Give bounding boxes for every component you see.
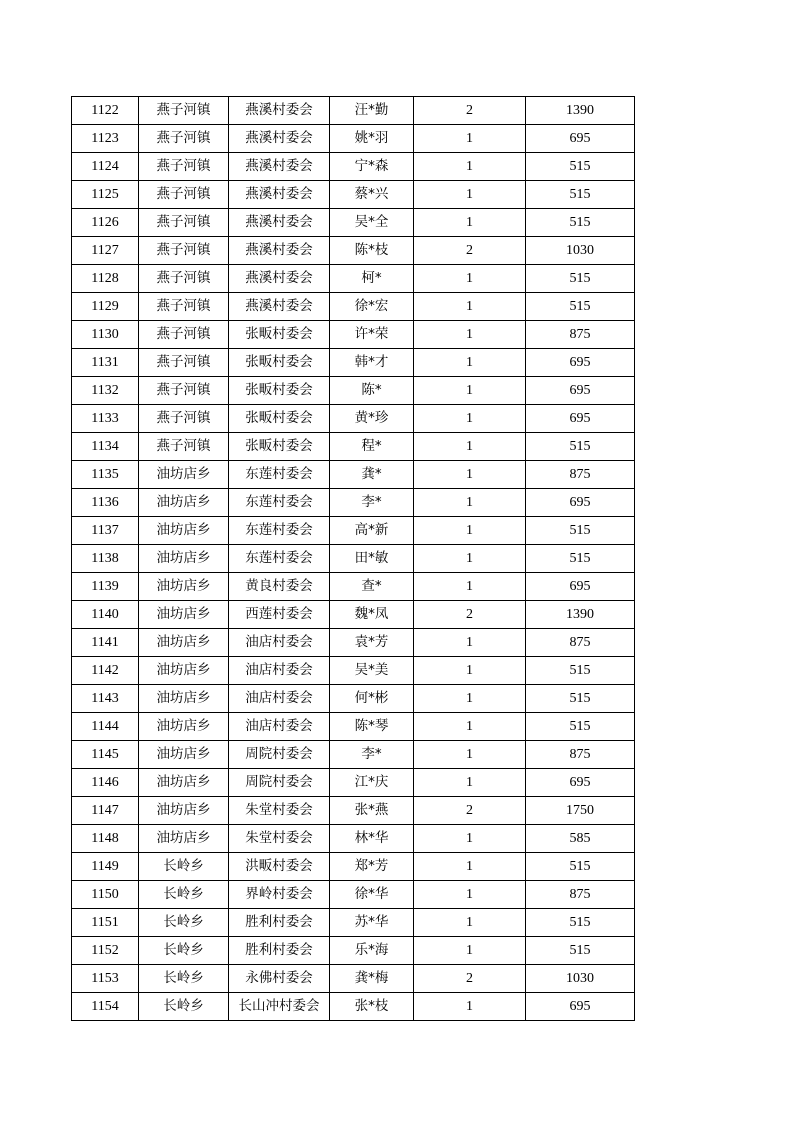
people-count-cell: 1 — [414, 321, 526, 349]
people-count-cell: 1 — [414, 685, 526, 713]
village-committee-cell: 燕溪村委会 — [229, 153, 330, 181]
village-committee-cell: 燕溪村委会 — [229, 209, 330, 237]
person-name-cell: 姚*羽 — [330, 125, 414, 153]
person-name-cell: 查* — [330, 573, 414, 601]
amount-cell: 695 — [526, 377, 635, 405]
person-name-cell: 程* — [330, 433, 414, 461]
township-cell: 燕子河镇 — [139, 377, 229, 405]
table-row — [72, 741, 635, 769]
serial-number-cell: 1128 — [72, 265, 139, 293]
amount-cell: 515 — [526, 209, 635, 237]
table-row — [72, 293, 635, 321]
table-row — [72, 349, 635, 377]
table-row — [72, 489, 635, 517]
people-count-cell: 1 — [414, 909, 526, 937]
table-row — [72, 125, 635, 153]
person-name-cell: 陈*琴 — [330, 713, 414, 741]
person-name-cell: 徐*华 — [330, 881, 414, 909]
amount-cell: 515 — [526, 545, 635, 573]
township-cell: 燕子河镇 — [139, 321, 229, 349]
table-row — [72, 881, 635, 909]
table-row — [72, 629, 635, 657]
township-cell: 油坊店乡 — [139, 713, 229, 741]
serial-number-cell: 1135 — [72, 461, 139, 489]
table-row — [72, 321, 635, 349]
amount-cell: 515 — [526, 181, 635, 209]
serial-number-cell: 1147 — [72, 797, 139, 825]
people-count-cell: 1 — [414, 489, 526, 517]
person-name-cell: 林*华 — [330, 825, 414, 853]
serial-number-cell: 1129 — [72, 293, 139, 321]
table-row — [72, 181, 635, 209]
table-row — [72, 657, 635, 685]
village-committee-cell: 东莲村委会 — [229, 461, 330, 489]
people-count-cell: 2 — [414, 601, 526, 629]
village-committee-cell: 界岭村委会 — [229, 881, 330, 909]
village-committee-cell: 朱堂村委会 — [229, 797, 330, 825]
people-count-cell: 1 — [414, 209, 526, 237]
table-row — [72, 853, 635, 881]
person-name-cell: 龚*梅 — [330, 965, 414, 993]
serial-number-cell: 1145 — [72, 741, 139, 769]
people-count-cell: 1 — [414, 741, 526, 769]
table-row — [72, 797, 635, 825]
village-committee-cell: 燕溪村委会 — [229, 293, 330, 321]
serial-number-cell: 1134 — [72, 433, 139, 461]
serial-number-cell: 1126 — [72, 209, 139, 237]
amount-cell: 695 — [526, 573, 635, 601]
amount-cell: 695 — [526, 489, 635, 517]
person-name-cell: 张*枝 — [330, 993, 414, 1021]
amount-cell: 1750 — [526, 797, 635, 825]
table-row — [72, 545, 635, 573]
township-cell: 长岭乡 — [139, 993, 229, 1021]
serial-number-cell: 1132 — [72, 377, 139, 405]
township-cell: 燕子河镇 — [139, 237, 229, 265]
serial-number-cell: 1139 — [72, 573, 139, 601]
village-committee-cell: 朱堂村委会 — [229, 825, 330, 853]
amount-cell: 875 — [526, 741, 635, 769]
table-row — [72, 433, 635, 461]
serial-number-cell: 1149 — [72, 853, 139, 881]
township-cell: 油坊店乡 — [139, 601, 229, 629]
person-name-cell: 汪*勤 — [330, 97, 414, 125]
person-name-cell: 韩*才 — [330, 349, 414, 377]
township-cell: 油坊店乡 — [139, 461, 229, 489]
township-cell: 燕子河镇 — [139, 97, 229, 125]
serial-number-cell: 1153 — [72, 965, 139, 993]
village-committee-cell: 东莲村委会 — [229, 517, 330, 545]
amount-cell: 875 — [526, 461, 635, 489]
people-count-cell: 1 — [414, 265, 526, 293]
amount-cell: 875 — [526, 629, 635, 657]
village-committee-cell: 油店村委会 — [229, 685, 330, 713]
people-count-cell: 1 — [414, 825, 526, 853]
person-name-cell: 张*燕 — [330, 797, 414, 825]
person-name-cell: 乐*海 — [330, 937, 414, 965]
village-committee-cell: 东莲村委会 — [229, 545, 330, 573]
serial-number-cell: 1150 — [72, 881, 139, 909]
township-cell: 燕子河镇 — [139, 349, 229, 377]
village-committee-cell: 燕溪村委会 — [229, 265, 330, 293]
amount-cell: 875 — [526, 321, 635, 349]
amount-cell: 515 — [526, 909, 635, 937]
township-cell: 油坊店乡 — [139, 769, 229, 797]
table-row — [72, 517, 635, 545]
table-row — [72, 405, 635, 433]
village-committee-cell: 张畈村委会 — [229, 433, 330, 461]
village-committee-cell: 张畈村委会 — [229, 377, 330, 405]
village-committee-cell: 周院村委会 — [229, 741, 330, 769]
table-row — [72, 825, 635, 853]
people-count-cell: 1 — [414, 657, 526, 685]
person-name-cell: 徐*宏 — [330, 293, 414, 321]
people-count-cell: 1 — [414, 573, 526, 601]
table-row — [72, 937, 635, 965]
serial-number-cell: 1146 — [72, 769, 139, 797]
serial-number-cell: 1148 — [72, 825, 139, 853]
person-name-cell: 何*彬 — [330, 685, 414, 713]
person-name-cell: 黄*珍 — [330, 405, 414, 433]
serial-number-cell: 1138 — [72, 545, 139, 573]
village-committee-cell: 胜利村委会 — [229, 909, 330, 937]
amount-cell: 515 — [526, 657, 635, 685]
serial-number-cell: 1154 — [72, 993, 139, 1021]
township-cell: 燕子河镇 — [139, 265, 229, 293]
township-cell: 燕子河镇 — [139, 405, 229, 433]
table-row — [72, 965, 635, 993]
serial-number-cell: 1130 — [72, 321, 139, 349]
table-row — [72, 993, 635, 1021]
township-cell: 燕子河镇 — [139, 433, 229, 461]
roster-body — [72, 97, 635, 1021]
amount-cell: 515 — [526, 293, 635, 321]
people-count-cell: 1 — [414, 349, 526, 377]
person-name-cell: 李* — [330, 741, 414, 769]
serial-number-cell: 1144 — [72, 713, 139, 741]
table-row — [72, 685, 635, 713]
person-name-cell: 魏*凤 — [330, 601, 414, 629]
township-cell: 油坊店乡 — [139, 489, 229, 517]
people-count-cell: 1 — [414, 433, 526, 461]
person-name-cell: 江*庆 — [330, 769, 414, 797]
table-row — [72, 461, 635, 489]
table-row — [72, 265, 635, 293]
village-committee-cell: 黄良村委会 — [229, 573, 330, 601]
people-count-cell: 1 — [414, 769, 526, 797]
village-committee-cell: 长山冲村委会 — [229, 993, 330, 1021]
person-name-cell: 龚* — [330, 461, 414, 489]
person-name-cell: 田*敏 — [330, 545, 414, 573]
amount-cell: 695 — [526, 125, 635, 153]
amount-cell: 585 — [526, 825, 635, 853]
table-row — [72, 237, 635, 265]
township-cell: 油坊店乡 — [139, 825, 229, 853]
people-count-cell: 1 — [414, 377, 526, 405]
township-cell: 燕子河镇 — [139, 125, 229, 153]
serial-number-cell: 1151 — [72, 909, 139, 937]
person-name-cell: 郑*芳 — [330, 853, 414, 881]
people-count-cell: 2 — [414, 797, 526, 825]
township-cell: 燕子河镇 — [139, 293, 229, 321]
people-count-cell: 1 — [414, 405, 526, 433]
person-name-cell: 袁*芳 — [330, 629, 414, 657]
people-count-cell: 2 — [414, 965, 526, 993]
village-committee-cell: 张畈村委会 — [229, 349, 330, 377]
amount-cell: 695 — [526, 993, 635, 1021]
amount-cell: 515 — [526, 937, 635, 965]
township-cell: 油坊店乡 — [139, 545, 229, 573]
serial-number-cell: 1141 — [72, 629, 139, 657]
township-cell: 长岭乡 — [139, 909, 229, 937]
amount-cell: 1390 — [526, 601, 635, 629]
township-cell: 油坊店乡 — [139, 517, 229, 545]
people-count-cell: 1 — [414, 153, 526, 181]
person-name-cell: 陈*枝 — [330, 237, 414, 265]
amount-cell: 515 — [526, 685, 635, 713]
people-count-cell: 1 — [414, 937, 526, 965]
amount-cell: 515 — [526, 265, 635, 293]
village-committee-cell: 张畈村委会 — [229, 321, 330, 349]
table-row — [72, 377, 635, 405]
amount-cell: 1030 — [526, 965, 635, 993]
village-committee-cell: 燕溪村委会 — [229, 181, 330, 209]
people-count-cell: 1 — [414, 853, 526, 881]
serial-number-cell: 1125 — [72, 181, 139, 209]
table-row — [72, 573, 635, 601]
serial-number-cell: 1122 — [72, 97, 139, 125]
village-committee-cell: 东莲村委会 — [229, 489, 330, 517]
serial-number-cell: 1133 — [72, 405, 139, 433]
amount-cell: 875 — [526, 881, 635, 909]
amount-cell: 515 — [526, 433, 635, 461]
people-count-cell: 1 — [414, 629, 526, 657]
township-cell: 油坊店乡 — [139, 797, 229, 825]
township-cell: 燕子河镇 — [139, 153, 229, 181]
village-committee-cell: 燕溪村委会 — [229, 237, 330, 265]
village-committee-cell: 燕溪村委会 — [229, 97, 330, 125]
township-cell: 长岭乡 — [139, 881, 229, 909]
person-name-cell: 蔡*兴 — [330, 181, 414, 209]
amount-cell: 515 — [526, 517, 635, 545]
serial-number-cell: 1131 — [72, 349, 139, 377]
village-committee-cell: 永佛村委会 — [229, 965, 330, 993]
amount-cell: 695 — [526, 769, 635, 797]
person-name-cell: 吴*全 — [330, 209, 414, 237]
serial-number-cell: 1123 — [72, 125, 139, 153]
township-cell: 长岭乡 — [139, 937, 229, 965]
people-count-cell: 2 — [414, 237, 526, 265]
table-row — [72, 909, 635, 937]
person-name-cell: 李* — [330, 489, 414, 517]
serial-number-cell: 1140 — [72, 601, 139, 629]
people-count-cell: 2 — [414, 97, 526, 125]
amount-cell: 515 — [526, 853, 635, 881]
people-count-cell: 1 — [414, 545, 526, 573]
table-row — [72, 601, 635, 629]
township-cell: 油坊店乡 — [139, 629, 229, 657]
people-count-cell: 1 — [414, 461, 526, 489]
serial-number-cell: 1124 — [72, 153, 139, 181]
township-cell: 油坊店乡 — [139, 573, 229, 601]
person-name-cell: 高*新 — [330, 517, 414, 545]
people-count-cell: 1 — [414, 993, 526, 1021]
amount-cell: 1030 — [526, 237, 635, 265]
township-cell: 油坊店乡 — [139, 657, 229, 685]
village-committee-cell: 燕溪村委会 — [229, 125, 330, 153]
people-count-cell: 1 — [414, 713, 526, 741]
people-count-cell: 1 — [414, 517, 526, 545]
table-row — [72, 153, 635, 181]
township-cell: 油坊店乡 — [139, 685, 229, 713]
roster-table — [71, 96, 635, 1021]
serial-number-cell: 1143 — [72, 685, 139, 713]
serial-number-cell: 1127 — [72, 237, 139, 265]
table-row — [72, 713, 635, 741]
person-name-cell: 宁*森 — [330, 153, 414, 181]
township-cell: 燕子河镇 — [139, 181, 229, 209]
serial-number-cell: 1136 — [72, 489, 139, 517]
village-committee-cell: 油店村委会 — [229, 657, 330, 685]
township-cell: 燕子河镇 — [139, 209, 229, 237]
amount-cell: 695 — [526, 405, 635, 433]
person-name-cell: 许*荣 — [330, 321, 414, 349]
village-committee-cell: 张畈村委会 — [229, 405, 330, 433]
serial-number-cell: 1142 — [72, 657, 139, 685]
person-name-cell: 苏*华 — [330, 909, 414, 937]
amount-cell: 1390 — [526, 97, 635, 125]
people-count-cell: 1 — [414, 293, 526, 321]
people-count-cell: 1 — [414, 881, 526, 909]
serial-number-cell: 1152 — [72, 937, 139, 965]
amount-cell: 695 — [526, 349, 635, 377]
township-cell: 长岭乡 — [139, 965, 229, 993]
person-name-cell: 柯* — [330, 265, 414, 293]
people-count-cell: 1 — [414, 125, 526, 153]
person-name-cell: 吴*美 — [330, 657, 414, 685]
amount-cell: 515 — [526, 713, 635, 741]
township-cell: 长岭乡 — [139, 853, 229, 881]
serial-number-cell: 1137 — [72, 517, 139, 545]
township-cell: 油坊店乡 — [139, 741, 229, 769]
village-committee-cell: 油店村委会 — [229, 629, 330, 657]
village-committee-cell: 油店村委会 — [229, 713, 330, 741]
table-row — [72, 769, 635, 797]
table-row — [72, 209, 635, 237]
village-committee-cell: 西莲村委会 — [229, 601, 330, 629]
amount-cell: 515 — [526, 153, 635, 181]
person-name-cell: 陈* — [330, 377, 414, 405]
people-count-cell: 1 — [414, 181, 526, 209]
village-committee-cell: 周院村委会 — [229, 769, 330, 797]
table-row — [72, 97, 635, 125]
village-committee-cell: 胜利村委会 — [229, 937, 330, 965]
village-committee-cell: 洪畈村委会 — [229, 853, 330, 881]
